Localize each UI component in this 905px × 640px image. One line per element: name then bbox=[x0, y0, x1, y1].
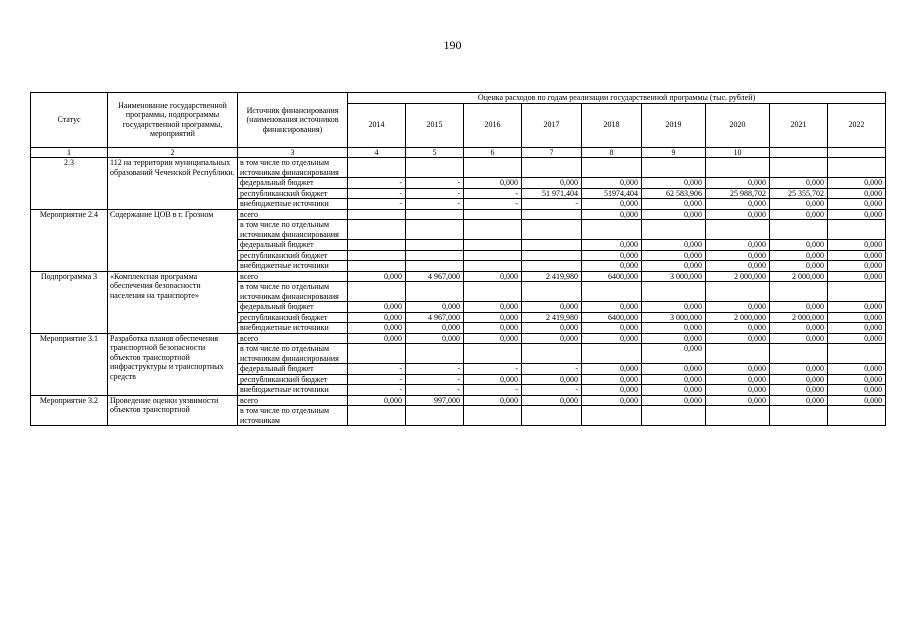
value-cell: - bbox=[406, 178, 464, 189]
value-cell: 6400,000 bbox=[582, 312, 642, 323]
table-row bbox=[31, 271, 886, 282]
value-cell bbox=[828, 406, 886, 426]
name-cell: «Комплексная программа обеспечения безопасности населения на транспорте» bbox=[108, 271, 238, 333]
value-cell bbox=[464, 209, 522, 220]
value-cell: 0,000 bbox=[706, 395, 770, 406]
value-cell: 0,000 bbox=[706, 385, 770, 396]
value-cell: 0,000 bbox=[522, 333, 582, 344]
status-cell: Мероприятие 3.2 bbox=[31, 395, 108, 426]
value-cell: 0,000 bbox=[828, 178, 886, 189]
value-cell bbox=[348, 209, 406, 220]
header-source: Источник финансирования (наименования источников финансирования) bbox=[238, 93, 348, 148]
value-cell: 0,000 bbox=[828, 261, 886, 272]
value-cell bbox=[464, 344, 522, 364]
value-cell: - bbox=[348, 364, 406, 375]
value-cell: 0,000 bbox=[522, 374, 582, 385]
value-cell bbox=[522, 158, 582, 178]
value-cell: 2 000,000 bbox=[706, 312, 770, 323]
value-cell bbox=[348, 406, 406, 426]
value-cell: - bbox=[348, 178, 406, 189]
value-cell: 0,000 bbox=[582, 364, 642, 375]
value-cell: 51 971,404 bbox=[522, 188, 582, 199]
header-status: Статус bbox=[31, 93, 108, 148]
value-cell: 0,000 bbox=[642, 261, 706, 272]
source-cell: в том числе по отдельным источникам финансирования bbox=[238, 282, 348, 302]
table-row bbox=[31, 158, 886, 178]
value-cell: - bbox=[406, 374, 464, 385]
value-cell bbox=[642, 406, 706, 426]
value-cell bbox=[348, 282, 406, 302]
value-cell bbox=[706, 282, 770, 302]
value-cell: 0,000 bbox=[706, 250, 770, 261]
value-cell: 0,000 bbox=[706, 364, 770, 375]
value-cell bbox=[406, 282, 464, 302]
value-cell: - bbox=[522, 385, 582, 396]
index-cell: 1 bbox=[31, 147, 108, 158]
value-cell bbox=[522, 209, 582, 220]
value-cell bbox=[522, 282, 582, 302]
value-cell: 0,000 bbox=[582, 240, 642, 251]
value-cell bbox=[464, 220, 522, 240]
value-cell: 0,000 bbox=[522, 395, 582, 406]
value-cell: - bbox=[464, 385, 522, 396]
source-cell: в том числе по отдельным источникам финансирования bbox=[238, 220, 348, 240]
table-row bbox=[31, 209, 886, 220]
value-cell: 0,000 bbox=[642, 240, 706, 251]
value-cell bbox=[770, 158, 828, 178]
source-cell: республиканский бюджет bbox=[238, 312, 348, 323]
value-cell: 0,000 bbox=[464, 271, 522, 282]
value-cell: 0,000 bbox=[706, 333, 770, 344]
value-cell: 25 355,702 bbox=[770, 188, 828, 199]
source-cell: республиканский бюджет bbox=[238, 188, 348, 199]
value-cell bbox=[522, 250, 582, 261]
name-cell: Содержание ЦОВ в г. Грозном bbox=[108, 209, 238, 271]
index-cell: 6 bbox=[464, 147, 522, 158]
year-cell: 2015 bbox=[406, 103, 464, 147]
value-cell bbox=[522, 344, 582, 364]
value-cell: 4 967,000 bbox=[406, 271, 464, 282]
source-cell: всего bbox=[238, 333, 348, 344]
value-cell: 0,000 bbox=[828, 199, 886, 210]
value-cell: - bbox=[406, 385, 464, 396]
value-cell: - bbox=[522, 364, 582, 375]
value-cell: 0,000 bbox=[706, 323, 770, 334]
index-cell: 3 bbox=[238, 147, 348, 158]
value-cell: 0,000 bbox=[348, 333, 406, 344]
value-cell bbox=[464, 261, 522, 272]
index-cell: 9 bbox=[642, 147, 706, 158]
value-cell bbox=[770, 406, 828, 426]
value-cell bbox=[406, 158, 464, 178]
value-cell: 0,000 bbox=[642, 333, 706, 344]
year-cell: 2016 bbox=[464, 103, 522, 147]
source-cell: республиканский бюджет bbox=[238, 374, 348, 385]
value-cell bbox=[582, 220, 642, 240]
value-cell: 0,000 bbox=[582, 333, 642, 344]
value-cell: 4 967,000 bbox=[406, 312, 464, 323]
source-cell: в том числе по отдельным источникам финансирования bbox=[238, 344, 348, 364]
value-cell: 2 000,000 bbox=[770, 312, 828, 323]
value-cell bbox=[464, 282, 522, 302]
value-cell: 25 988,702 bbox=[706, 188, 770, 199]
value-cell: 0,000 bbox=[828, 250, 886, 261]
index-cell: 10 bbox=[706, 147, 770, 158]
source-cell: республиканский бюджет bbox=[238, 250, 348, 261]
header-estimate: Оценка расходов по годам реализации государственной программы (тыс. рублей) bbox=[348, 93, 886, 104]
value-cell: - bbox=[348, 385, 406, 396]
value-cell: 0,000 bbox=[706, 178, 770, 189]
value-cell bbox=[582, 282, 642, 302]
value-cell bbox=[464, 240, 522, 251]
value-cell: 2 000,000 bbox=[706, 271, 770, 282]
value-cell: 0,000 bbox=[582, 178, 642, 189]
value-cell: 0,000 bbox=[828, 209, 886, 220]
value-cell: 0,000 bbox=[642, 323, 706, 334]
value-cell bbox=[406, 344, 464, 364]
value-cell bbox=[770, 344, 828, 364]
value-cell bbox=[828, 220, 886, 240]
value-cell: 0,000 bbox=[522, 178, 582, 189]
value-cell: 0,000 bbox=[642, 209, 706, 220]
value-cell: 0,000 bbox=[770, 240, 828, 251]
value-cell: 0,000 bbox=[522, 302, 582, 313]
value-cell: 0,000 bbox=[642, 302, 706, 313]
value-cell: 0,000 bbox=[828, 385, 886, 396]
index-cell: 8 bbox=[582, 147, 642, 158]
value-cell bbox=[406, 261, 464, 272]
value-cell: 0,000 bbox=[828, 333, 886, 344]
value-cell: 997,000 bbox=[406, 395, 464, 406]
index-cell bbox=[828, 147, 886, 158]
value-cell: 0,000 bbox=[770, 178, 828, 189]
value-cell: 0,000 bbox=[770, 395, 828, 406]
source-cell: федеральный бюджет bbox=[238, 240, 348, 251]
value-cell bbox=[348, 220, 406, 240]
value-cell: 0,000 bbox=[642, 385, 706, 396]
value-cell: 2 419,980 bbox=[522, 271, 582, 282]
value-cell: 0,000 bbox=[828, 323, 886, 334]
value-cell: 0,000 bbox=[582, 199, 642, 210]
source-cell: внебюджетные источники bbox=[238, 385, 348, 396]
index-cell: 2 bbox=[108, 147, 238, 158]
value-cell: 0,000 bbox=[348, 271, 406, 282]
value-cell: 0,000 bbox=[642, 374, 706, 385]
value-cell bbox=[522, 220, 582, 240]
value-cell bbox=[582, 158, 642, 178]
value-cell: 0,000 bbox=[706, 199, 770, 210]
value-cell bbox=[706, 158, 770, 178]
value-cell: 0,000 bbox=[464, 395, 522, 406]
value-cell: 0,000 bbox=[770, 333, 828, 344]
value-cell: 0,000 bbox=[582, 385, 642, 396]
year-cell: 2017 bbox=[522, 103, 582, 147]
value-cell: 0,000 bbox=[828, 271, 886, 282]
value-cell: - bbox=[464, 364, 522, 375]
value-cell: 0,000 bbox=[770, 385, 828, 396]
value-cell: 0,000 bbox=[582, 209, 642, 220]
value-cell: 0,000 bbox=[828, 374, 886, 385]
value-cell: - bbox=[406, 364, 464, 375]
index-cell bbox=[770, 147, 828, 158]
value-cell: 0,000 bbox=[464, 374, 522, 385]
value-cell: 0,000 bbox=[770, 374, 828, 385]
value-cell: 0,000 bbox=[582, 302, 642, 313]
value-cell: 0,000 bbox=[770, 261, 828, 272]
value-cell: 51974,404 bbox=[582, 188, 642, 199]
value-cell: 0,000 bbox=[406, 333, 464, 344]
value-cell: 0,000 bbox=[642, 199, 706, 210]
value-cell: 0,000 bbox=[464, 302, 522, 313]
value-cell bbox=[348, 158, 406, 178]
table-row bbox=[31, 333, 886, 344]
source-cell: в том числе по отдельным источникам bbox=[238, 406, 348, 426]
year-cell: 2014 bbox=[348, 103, 406, 147]
value-cell: - bbox=[464, 199, 522, 210]
value-cell: 6400,000 bbox=[582, 271, 642, 282]
value-cell: 62 583,906 bbox=[642, 188, 706, 199]
budget-table bbox=[30, 92, 886, 426]
value-cell bbox=[770, 282, 828, 302]
name-cell: 112 на территории муниципальных образований Чеченской Республики. bbox=[108, 158, 238, 210]
name-cell: Разработка планов обеспечения транспортной безопасности объектов транспортной инфраструктуры и транспортных средств bbox=[108, 333, 238, 395]
year-cell: 2021 bbox=[770, 103, 828, 147]
source-cell: всего bbox=[238, 209, 348, 220]
table-row bbox=[31, 395, 886, 406]
value-cell: 0,000 bbox=[828, 302, 886, 313]
value-cell: 0,000 bbox=[770, 199, 828, 210]
value-cell: 0,000 bbox=[348, 312, 406, 323]
value-cell: 0,000 bbox=[522, 323, 582, 334]
value-cell: 0,000 bbox=[464, 333, 522, 344]
value-cell bbox=[348, 261, 406, 272]
value-cell: 0,000 bbox=[770, 364, 828, 375]
value-cell bbox=[348, 250, 406, 261]
year-cell: 2022 bbox=[828, 103, 886, 147]
value-cell bbox=[582, 344, 642, 364]
value-cell bbox=[522, 240, 582, 251]
value-cell: 0,000 bbox=[828, 188, 886, 199]
source-cell: в том числе по отдельным источникам финансирования bbox=[238, 158, 348, 178]
value-cell: 0,000 bbox=[582, 261, 642, 272]
value-cell bbox=[464, 406, 522, 426]
value-cell: 0,000 bbox=[582, 395, 642, 406]
value-cell bbox=[464, 250, 522, 261]
source-cell: всего bbox=[238, 395, 348, 406]
value-cell: - bbox=[348, 374, 406, 385]
page-number: 190 bbox=[443, 38, 462, 52]
name-cell: Проведение оценки уязвимости объектов транспортной bbox=[108, 395, 238, 426]
source-cell: федеральный бюджет bbox=[238, 178, 348, 189]
value-cell: 0,000 bbox=[582, 374, 642, 385]
source-cell: внебюджетные источники bbox=[238, 323, 348, 334]
value-cell: - bbox=[406, 199, 464, 210]
value-cell: 0,000 bbox=[464, 312, 522, 323]
value-cell: 0,000 bbox=[770, 250, 828, 261]
value-cell bbox=[642, 158, 706, 178]
year-cell: 2019 bbox=[642, 103, 706, 147]
value-cell: 0,000 bbox=[464, 178, 522, 189]
value-cell bbox=[406, 250, 464, 261]
value-cell: 0,000 bbox=[828, 395, 886, 406]
value-cell: 0,000 bbox=[406, 323, 464, 334]
value-cell bbox=[828, 344, 886, 364]
value-cell bbox=[348, 240, 406, 251]
value-cell: 0,000 bbox=[706, 302, 770, 313]
value-cell bbox=[406, 240, 464, 251]
index-cell: 5 bbox=[406, 147, 464, 158]
status-cell: Мероприятие 2.4 bbox=[31, 209, 108, 271]
value-cell: - bbox=[522, 199, 582, 210]
value-cell: 0,000 bbox=[582, 250, 642, 261]
value-cell bbox=[406, 220, 464, 240]
status-cell: Подпрограмма 3 bbox=[31, 271, 108, 333]
value-cell: 0,000 bbox=[706, 209, 770, 220]
value-cell: 0,000 bbox=[348, 395, 406, 406]
value-cell: 0,000 bbox=[706, 374, 770, 385]
value-cell bbox=[406, 209, 464, 220]
value-cell bbox=[522, 261, 582, 272]
value-cell bbox=[642, 220, 706, 240]
value-cell bbox=[522, 406, 582, 426]
value-cell: 0,000 bbox=[642, 250, 706, 261]
value-cell: 2 000,000 bbox=[770, 271, 828, 282]
index-cell: 7 bbox=[522, 147, 582, 158]
value-cell: - bbox=[406, 188, 464, 199]
header-name: Наименование государственной программы, подпрограммы государственной программы, мероприятий bbox=[108, 93, 238, 148]
status-cell: Мероприятие 3.1 bbox=[31, 333, 108, 395]
value-cell bbox=[770, 220, 828, 240]
source-cell: всего bbox=[238, 271, 348, 282]
value-cell: - bbox=[348, 199, 406, 210]
value-cell: 3 000,000 bbox=[642, 271, 706, 282]
value-cell: 0,000 bbox=[348, 323, 406, 334]
value-cell: - bbox=[464, 188, 522, 199]
value-cell: 0,000 bbox=[642, 344, 706, 364]
value-cell bbox=[348, 344, 406, 364]
value-cell: 0,000 bbox=[770, 209, 828, 220]
value-cell: 0,000 bbox=[828, 312, 886, 323]
value-cell: 0,000 bbox=[706, 261, 770, 272]
value-cell: 2 419,980 bbox=[522, 312, 582, 323]
source-cell: федеральный бюджет bbox=[238, 364, 348, 375]
value-cell bbox=[406, 406, 464, 426]
index-cell: 4 bbox=[348, 147, 406, 158]
value-cell: 0,000 bbox=[770, 302, 828, 313]
value-cell bbox=[582, 406, 642, 426]
value-cell bbox=[828, 282, 886, 302]
status-cell: 2.3 bbox=[31, 158, 108, 210]
value-cell bbox=[828, 158, 886, 178]
value-cell: 0,000 bbox=[582, 323, 642, 334]
value-cell: - bbox=[348, 188, 406, 199]
value-cell bbox=[464, 158, 522, 178]
value-cell: 0,000 bbox=[464, 323, 522, 334]
value-cell bbox=[706, 344, 770, 364]
header-row-1 bbox=[31, 93, 886, 104]
source-cell: внебюджетные источники bbox=[238, 261, 348, 272]
year-cell: 2020 bbox=[706, 103, 770, 147]
value-cell: 0,000 bbox=[348, 302, 406, 313]
value-cell bbox=[642, 282, 706, 302]
value-cell: 0,000 bbox=[642, 364, 706, 375]
value-cell: 0,000 bbox=[642, 395, 706, 406]
year-cell: 2018 bbox=[582, 103, 642, 147]
value-cell: 0,000 bbox=[828, 240, 886, 251]
value-cell: 0,000 bbox=[642, 178, 706, 189]
value-cell bbox=[706, 220, 770, 240]
value-cell: 0,000 bbox=[770, 323, 828, 334]
column-index-row bbox=[31, 147, 886, 158]
value-cell bbox=[706, 406, 770, 426]
value-cell: 3 000,000 bbox=[642, 312, 706, 323]
source-cell: внебюджетные источники bbox=[238, 199, 348, 210]
value-cell: 0,000 bbox=[706, 240, 770, 251]
source-cell: федеральный бюджет bbox=[238, 302, 348, 313]
value-cell: 0,000 bbox=[406, 302, 464, 313]
value-cell: 0,000 bbox=[828, 364, 886, 375]
